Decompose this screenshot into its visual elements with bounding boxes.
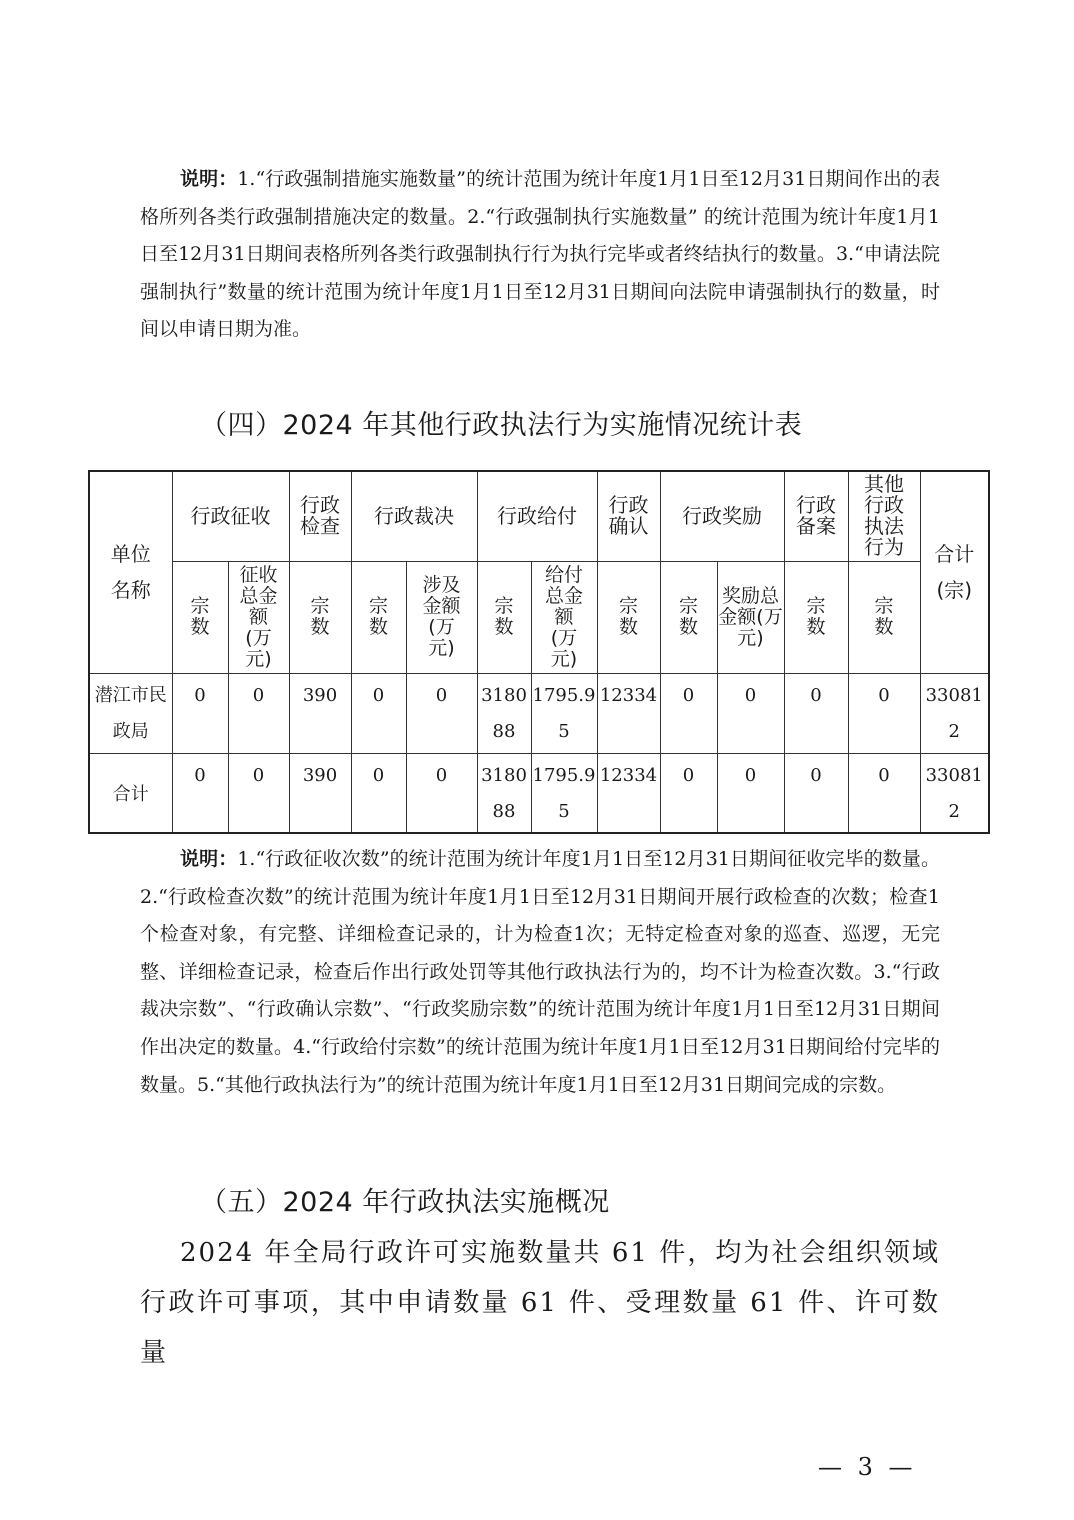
header-confirm: 行政确认 — [597, 471, 660, 561]
table-cell: 0 — [717, 753, 784, 833]
table-cell: 330812 — [920, 753, 989, 833]
note-explanation-2 — [140, 841, 940, 1104]
sub-reward-amount: 奖励总金额(万元) — [717, 561, 784, 673]
header-payment: 行政给付 — [477, 471, 597, 561]
header-filing: 行政备案 — [784, 471, 848, 561]
table-cell: 0 — [784, 673, 848, 753]
row-unit-name: 潜江市民政局 — [89, 673, 172, 753]
note-text: 1.“行政强制措施实施数量”的统计范围为统计年度1月1日至12月31日期间作出的表格所列各类行政强制措施决定的数量。2.“行政强制执行实施数量” 的统计范围为统计年度1月1日至12月31日期间表格所列各类行政强制执行行为执行完毕或者终结执行的数量。3.“申请法院强制执行”数量的统计范围为统计年度1月1日至12月31日期间向法院申请强制执行的数量，时间以申请日期为准。 — [140, 168, 940, 340]
header-total: 合计(宗) — [920, 471, 989, 673]
note-label: 说明： — [180, 848, 238, 870]
header-ruling: 行政裁决 — [351, 471, 477, 561]
table-cell: 0 — [660, 753, 717, 833]
table-cell: 390 — [289, 753, 351, 833]
header-levy: 行政征收 — [172, 471, 289, 561]
sub-other-cases: 宗数 — [848, 561, 920, 673]
table-cell: 390 — [289, 673, 351, 753]
sub-ruling-amount: 涉及金额(万元) — [406, 561, 477, 673]
section-5-paragraph: 2024 年全局行政许可实施数量共 61 件，均为社会组织领域行政许可事项，其中申请数量 61 件、受理数量 61 件、许可数量 — [140, 1238, 940, 1368]
note-label: 说明： — [180, 168, 238, 190]
note-explanation-1 — [140, 161, 940, 349]
table-cell: 0 — [351, 753, 406, 833]
sub-ruling-cases: 宗数 — [351, 561, 406, 673]
table-cell: 12334 — [597, 753, 660, 833]
table-cell: 0 — [351, 673, 406, 753]
table-cell: 318088 — [477, 673, 531, 753]
table-row — [89, 753, 989, 833]
table-cell: 0 — [848, 673, 920, 753]
table-cell: 0 — [848, 753, 920, 833]
table-cell: 330812 — [920, 673, 989, 753]
section-4-title: （四）2024 年其他行政执法行为实施情况统计表 — [200, 410, 803, 441]
table-cell: 0 — [784, 753, 848, 833]
sub-payment-amount: 给付总金额(万元) — [531, 561, 597, 673]
header-reward: 行政奖励 — [660, 471, 784, 561]
row-unit-name: 合计 — [89, 753, 172, 833]
header-unit-name: 单位名称 — [89, 471, 172, 673]
note-text: 1.“行政征收次数”的统计范围为统计年度1月1日至12月31日期间征收完毕的数量。2.“行政检查次数”的统计范围为统计年度1月1日至12月31日期间开展行政检查的次数；检查1个检查对象，有完整、详细检查记录的，计为检查1次；无特定检查对象的巡查、巡逻，无完整、详细检查记录，检查后作出行政处罚等其他行政执法行为的，均不计为检查次数。3.“行政裁决宗数”、“行政确认宗数”、“行政奖励宗数”的统计范围为统计年度1月1日至12月31日期间作出决定的数量。4.“行政给付宗数”的统计范围为统计年度1月1日至12月31日期间给付完毕的数量。5.“其他行政执法行为”的统计范围为统计年度1月1日至12月31日期间完成的宗数。 — [140, 848, 940, 1096]
table-row — [89, 673, 989, 753]
table-cell: 1795.95 — [531, 753, 597, 833]
table-cell: 0 — [172, 673, 228, 753]
section-5-title: （五）2024 年行政执法实施概况 — [200, 1187, 610, 1218]
statistics-table — [88, 470, 990, 834]
table-cell: 0 — [717, 673, 784, 753]
sub-filing-cases: 宗数 — [784, 561, 848, 673]
table-cell: 12334 — [597, 673, 660, 753]
header-other: 其他行政执法行为 — [848, 471, 920, 561]
sub-levy-cases: 宗数 — [172, 561, 228, 673]
sub-levy-amount: 征收总金额(万元) — [228, 561, 289, 673]
table-cell: 0 — [228, 673, 289, 753]
table-cell: 0 — [172, 753, 228, 833]
sub-reward-cases: 宗数 — [660, 561, 717, 673]
sub-confirm-cases: 宗数 — [597, 561, 660, 673]
table-cell: 0 — [660, 673, 717, 753]
sub-inspect-cases: 宗数 — [289, 561, 351, 673]
page-number: — 3 — — [818, 1453, 917, 1481]
table-cell: 1795.95 — [531, 673, 597, 753]
table-cell: 0 — [228, 753, 289, 833]
table-cell: 0 — [406, 753, 477, 833]
table-cell: 318088 — [477, 753, 531, 833]
sub-payment-cases: 宗数 — [477, 561, 531, 673]
header-inspect: 行政检查 — [289, 471, 351, 561]
table-cell: 0 — [406, 673, 477, 753]
